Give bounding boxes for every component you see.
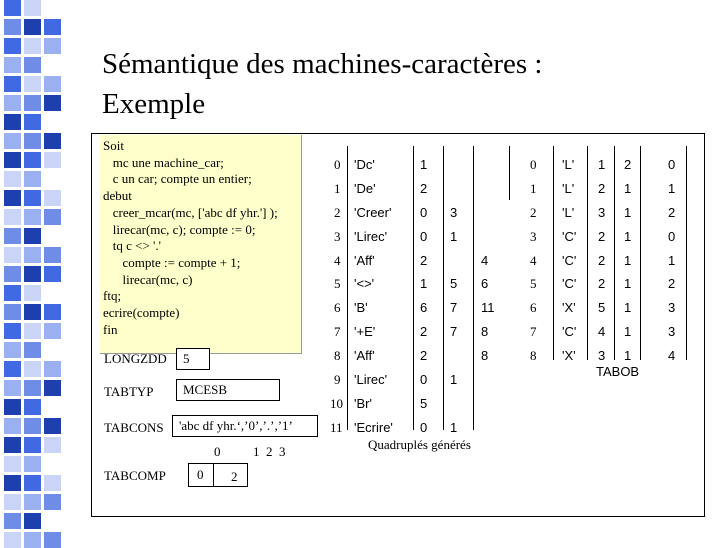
code-box bbox=[100, 135, 302, 354]
tabob-cell: 3 bbox=[668, 300, 676, 315]
quad-cell: 5 bbox=[450, 276, 458, 291]
tabob-cell: 'L' bbox=[562, 181, 575, 196]
tabob-cell: 2 bbox=[598, 181, 606, 196]
code-line: fin bbox=[103, 321, 118, 337]
quad-index: 4 bbox=[334, 253, 341, 268]
quad-cell: 1 bbox=[420, 276, 428, 291]
strip-square bbox=[24, 209, 41, 225]
quad-index: 7 bbox=[334, 324, 341, 339]
quad-index: 6 bbox=[334, 300, 341, 315]
tabob-index: 7 bbox=[530, 324, 537, 339]
strip-square bbox=[24, 171, 41, 187]
tabob-index: 3 bbox=[530, 229, 537, 244]
strip-square bbox=[4, 190, 21, 206]
tabob-cell: 2 bbox=[598, 253, 606, 268]
quad-index: 0 bbox=[334, 157, 341, 172]
quad-index: 3 bbox=[334, 229, 341, 244]
quad-cell: 1 bbox=[450, 229, 458, 244]
longzdd-label: LONGZDD bbox=[104, 351, 167, 366]
strip-square bbox=[4, 95, 21, 111]
quad-divider bbox=[347, 146, 348, 430]
quad-cell: 0 bbox=[420, 372, 428, 387]
strip-square bbox=[4, 76, 21, 92]
quad-cell: 'Dc' bbox=[354, 157, 375, 172]
strip-square bbox=[4, 19, 21, 35]
quad-cell: 4 bbox=[481, 253, 489, 268]
quad-index: 2 bbox=[334, 205, 341, 220]
decorative-strip bbox=[0, 0, 66, 540]
tabcons-indices: 0 1 2 3 bbox=[214, 444, 286, 459]
strip-square bbox=[4, 0, 21, 16]
strip-square bbox=[4, 399, 21, 415]
quad-cell: 6 bbox=[481, 276, 489, 291]
strip-square bbox=[24, 133, 41, 149]
tabob-index: 6 bbox=[530, 300, 537, 315]
strip-square bbox=[4, 228, 21, 244]
tabob-cell: 4 bbox=[598, 324, 606, 339]
strip-square bbox=[44, 76, 61, 92]
strip-square bbox=[4, 380, 21, 396]
code-line: mc une machine_car; bbox=[103, 154, 224, 170]
quad-cell: 11 bbox=[481, 300, 495, 315]
tabob-cell: 4 bbox=[668, 348, 676, 363]
strip-square bbox=[24, 494, 41, 510]
code-line: ftq; bbox=[103, 288, 122, 304]
strip-square bbox=[24, 95, 41, 111]
strip-square bbox=[44, 380, 61, 396]
strip-square bbox=[24, 114, 41, 130]
strip-square bbox=[44, 266, 61, 282]
tabcomp-cell-0: 0 bbox=[197, 467, 204, 482]
tabob-cell: 'L' bbox=[562, 205, 575, 220]
quad-index: 9 bbox=[334, 372, 341, 387]
tabob-cell: 'X' bbox=[562, 348, 576, 363]
tabcomp-label: TABCOMP bbox=[104, 468, 166, 483]
strip-square bbox=[4, 57, 21, 73]
tabob-index: 8 bbox=[530, 348, 537, 363]
strip-square bbox=[4, 494, 21, 510]
quad-cell: 8 bbox=[481, 348, 489, 363]
strip-square bbox=[4, 266, 21, 282]
strip-square bbox=[44, 209, 61, 225]
code-line: Soit bbox=[103, 138, 124, 153]
strip-square bbox=[44, 190, 61, 206]
quad-cell: 'Ecrire' bbox=[354, 420, 393, 435]
strip-square bbox=[24, 152, 41, 168]
quad-cell: 1 bbox=[450, 372, 458, 387]
strip-square bbox=[24, 475, 41, 491]
tabob-cell: 'C' bbox=[562, 229, 577, 244]
strip-square bbox=[4, 114, 21, 130]
tabob-cell: 2 bbox=[668, 276, 676, 291]
tabob-divider bbox=[587, 146, 588, 360]
tabob-cell: 1 bbox=[624, 253, 632, 268]
tabob-cell: 2 bbox=[598, 229, 606, 244]
tabob-cell: 1 bbox=[624, 300, 632, 315]
strip-square bbox=[44, 323, 61, 339]
tabob-cell: 3 bbox=[598, 348, 606, 363]
strip-square bbox=[24, 76, 41, 92]
tabob-cell: 1 bbox=[624, 324, 632, 339]
strip-square bbox=[4, 323, 21, 339]
quad-divider bbox=[509, 146, 510, 200]
strip-square bbox=[4, 342, 21, 358]
tabob-divider bbox=[686, 146, 687, 360]
strip-square bbox=[44, 437, 61, 453]
quad-index: 5 bbox=[334, 276, 341, 291]
quad-cell: 8 bbox=[481, 324, 489, 339]
tabob-caption: TABOB bbox=[596, 364, 640, 379]
strip-square bbox=[4, 418, 21, 434]
quad-cell: 2 bbox=[420, 181, 428, 196]
tabcomp-divider bbox=[213, 464, 214, 486]
tabob-cell: 'L' bbox=[562, 157, 575, 172]
tabob-index: 4 bbox=[530, 253, 537, 268]
strip-square bbox=[24, 38, 41, 54]
strip-square bbox=[24, 437, 41, 453]
tabob-cell: 'X' bbox=[562, 300, 576, 315]
strip-square bbox=[24, 532, 41, 548]
code-line: lirecar(mc, c); compte := 0; bbox=[103, 221, 256, 237]
quad-index: 11 bbox=[330, 420, 343, 435]
strip-square bbox=[44, 133, 61, 149]
quad-cell: 7 bbox=[450, 300, 458, 315]
strip-square bbox=[44, 475, 61, 491]
strip-square bbox=[24, 304, 41, 320]
tabcons-label: TABCONS bbox=[104, 420, 164, 435]
strip-square bbox=[44, 361, 61, 377]
strip-square bbox=[24, 323, 41, 339]
tabob-cell: 1 bbox=[668, 181, 676, 196]
tabob-cell: 'C' bbox=[562, 276, 577, 291]
strip-square bbox=[24, 399, 41, 415]
tabob-cell: 'C' bbox=[562, 253, 577, 268]
quad-cell: 0 bbox=[420, 205, 428, 220]
tabcomp-cell-1: 2 bbox=[231, 469, 238, 484]
strip-square bbox=[4, 532, 21, 548]
quad-cell: 'Aff' bbox=[354, 253, 375, 268]
quad-cell: 'B' bbox=[354, 300, 368, 315]
strip-square bbox=[44, 19, 61, 35]
tabob-cell: 1 bbox=[624, 205, 632, 220]
tabob-cell: 'C' bbox=[562, 324, 577, 339]
strip-square bbox=[24, 361, 41, 377]
strip-square bbox=[4, 361, 21, 377]
tabob-cell: 1 bbox=[624, 181, 632, 196]
tabob-cell: 2 bbox=[668, 205, 676, 220]
strip-square bbox=[4, 304, 21, 320]
code-line: lirecar(mc, c) bbox=[103, 271, 193, 287]
quad-cell: '<>' bbox=[354, 276, 375, 291]
quad-cell: 'Br' bbox=[354, 396, 372, 411]
tabob-cell: 1 bbox=[598, 157, 606, 172]
quad-cell: 2 bbox=[420, 348, 428, 363]
tabcomp-box bbox=[188, 463, 248, 487]
quad-divider bbox=[443, 146, 444, 430]
strip-square bbox=[44, 95, 61, 111]
tabob-index: 2 bbox=[530, 205, 537, 220]
quad-divider bbox=[473, 146, 474, 430]
strip-square bbox=[44, 418, 61, 434]
tabob-cell: 1 bbox=[624, 229, 632, 244]
strip-square bbox=[24, 418, 41, 434]
tabcons-value: 'abc df yhr.‘,’0’,’.’,’1’ bbox=[172, 415, 318, 437]
tabtyp-label: TABTYP bbox=[104, 384, 154, 399]
strip-square bbox=[44, 494, 61, 510]
strip-square bbox=[4, 209, 21, 225]
quad-cell: 1 bbox=[450, 420, 458, 435]
tabob-cell: 5 bbox=[598, 300, 606, 315]
code-line: debut bbox=[103, 188, 132, 204]
strip-square bbox=[24, 190, 41, 206]
quad-cell: 0 bbox=[420, 420, 428, 435]
strip-square bbox=[4, 152, 21, 168]
strip-square bbox=[24, 285, 41, 301]
quad-index: 10 bbox=[330, 396, 343, 411]
strip-square bbox=[24, 266, 41, 282]
strip-square bbox=[24, 19, 41, 35]
quad-index: 8 bbox=[334, 348, 341, 363]
code-line: c un car; compte un entier; bbox=[103, 171, 252, 187]
code-line: ecrire(compte) bbox=[103, 305, 180, 320]
tabob-cell: 2 bbox=[598, 276, 606, 291]
tabob-index: 1 bbox=[530, 181, 537, 196]
strip-square bbox=[4, 171, 21, 187]
quad-cell: 2 bbox=[420, 324, 428, 339]
tabob-divider bbox=[614, 146, 615, 360]
tabtyp-value: MCESB bbox=[176, 379, 280, 401]
tabob-cell: 2 bbox=[624, 157, 632, 172]
slide-title: Sémantique des machines-caractères : Exemple bbox=[102, 48, 543, 120]
quad-cell: 'Creer' bbox=[354, 205, 392, 220]
tabob-index: 0 bbox=[530, 157, 537, 172]
quad-cell: 'Aff' bbox=[354, 348, 375, 363]
strip-square bbox=[4, 38, 21, 54]
quad-cell: 0 bbox=[420, 229, 428, 244]
code-line: tq c <> '.' bbox=[103, 238, 161, 254]
quad-cell: '+E' bbox=[354, 324, 376, 339]
strip-square bbox=[4, 133, 21, 149]
quad-cell: 7 bbox=[450, 324, 458, 339]
tabob-cell: 3 bbox=[668, 324, 676, 339]
strip-square bbox=[44, 532, 61, 548]
strip-square bbox=[24, 342, 41, 358]
tabob-cell: 1 bbox=[668, 253, 676, 268]
strip-square bbox=[24, 228, 41, 244]
strip-square bbox=[24, 57, 41, 73]
strip-square bbox=[4, 285, 21, 301]
quad-divider bbox=[413, 146, 414, 430]
strip-square bbox=[4, 475, 21, 491]
code-line: compte := compte + 1; bbox=[103, 254, 241, 270]
tabob-divider bbox=[640, 146, 641, 360]
strip-square bbox=[24, 380, 41, 396]
tabob-cell: 0 bbox=[668, 157, 676, 172]
quad-index: 1 bbox=[334, 181, 341, 196]
longzdd-value: 5 bbox=[176, 348, 210, 370]
quad-cell: 6 bbox=[420, 300, 428, 315]
tabob-cell: 0 bbox=[668, 229, 676, 244]
strip-square bbox=[44, 38, 61, 54]
strip-square bbox=[4, 513, 21, 529]
strip-square bbox=[24, 456, 41, 472]
strip-square bbox=[44, 304, 61, 320]
strip-square bbox=[4, 437, 21, 453]
tabob-cell: 1 bbox=[624, 348, 632, 363]
quad-table-caption: Quadruplés générés bbox=[368, 437, 471, 452]
strip-square bbox=[24, 513, 41, 529]
strip-square bbox=[44, 152, 61, 168]
quad-cell: 1 bbox=[420, 157, 428, 172]
strip-square bbox=[4, 456, 21, 472]
quad-cell: 'Lirec' bbox=[354, 229, 388, 244]
tabob-index: 5 bbox=[530, 276, 537, 291]
tabob-cell: 3 bbox=[598, 205, 606, 220]
quad-cell: 'De' bbox=[354, 181, 376, 196]
tabob-divider bbox=[553, 146, 554, 360]
strip-square bbox=[24, 0, 41, 16]
code-line: creer_mcar(mc, ['abc df yhr.'] ); bbox=[103, 204, 278, 220]
strip-square bbox=[4, 247, 21, 263]
quad-cell: 2 bbox=[420, 253, 428, 268]
quad-cell: 3 bbox=[450, 205, 458, 220]
quad-cell: 'Lirec' bbox=[354, 372, 388, 387]
quad-cell: 5 bbox=[420, 396, 428, 411]
strip-square bbox=[24, 247, 41, 263]
strip-square bbox=[44, 247, 61, 263]
tabob-cell: 1 bbox=[624, 276, 632, 291]
